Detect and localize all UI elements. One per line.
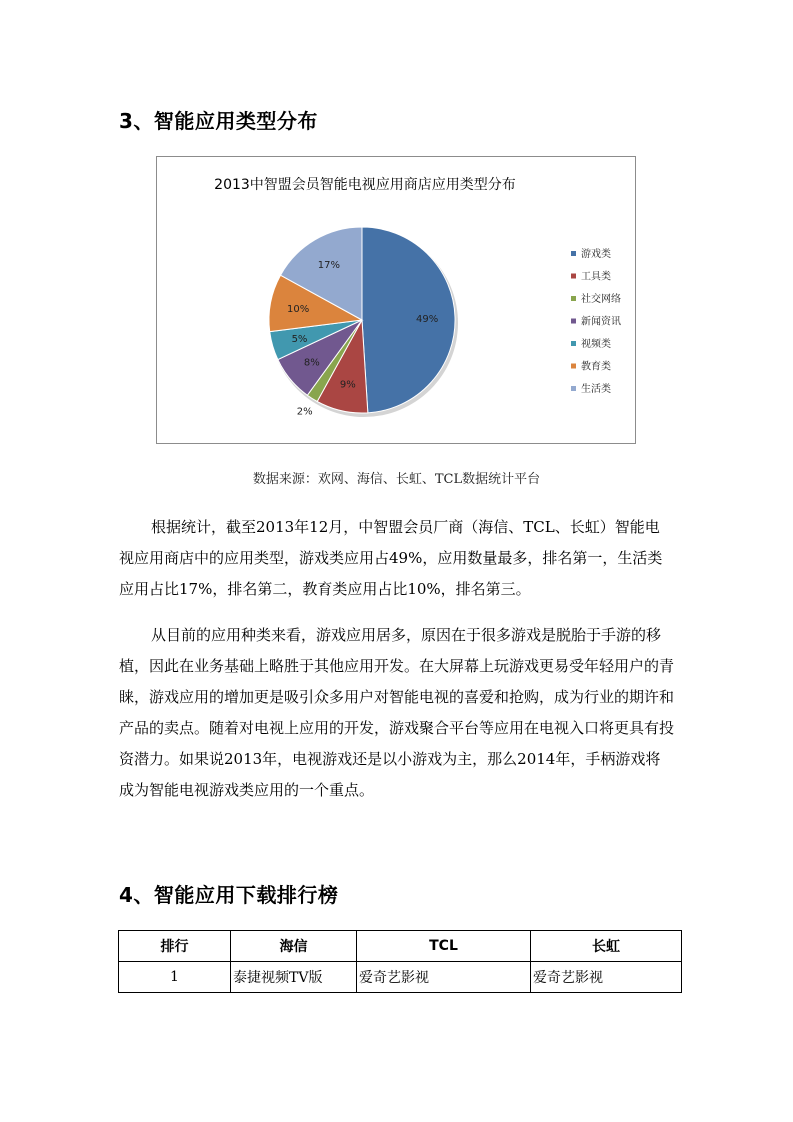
- pie-slice-0: [362, 227, 455, 413]
- cell-hisense: 泰捷视频TV版: [231, 962, 357, 993]
- legend-label-4: 视频类: [581, 339, 611, 350]
- cell-tcl: 爱奇艺影视: [357, 962, 531, 993]
- legend-swatch-1: [571, 274, 576, 279]
- pie-label-1: 9%: [339, 379, 356, 391]
- section-3-heading: 3、智能应用类型分布: [119, 109, 318, 133]
- pie-chart: [156, 156, 636, 444]
- header-tcl: TCL: [357, 931, 531, 962]
- paragraph-2: 从目前的应用种类来看，游戏应用居多，原因在于很多游戏是脱胎于手游的移植，因此在业务基础上略胜于其他应用开发。在大屏幕上玩游戏更易受年轻用户的青睐，游戏应用的增加更是吸引众多用户对智能电视的喜爱和抢购，成为行业的期许和产品的卖点。随着对电视上应用的开发，游戏聚合平台等应用在电视入口将更具有投资潜力。如果说2013年，电视游戏还是以小游戏为主，那么2014年，手柄游戏将成为智能电视游戏类应用的一个重点。: [119, 626, 675, 799]
- legend-label-0: 游戏类: [581, 249, 611, 260]
- legend-swatch-0: [571, 251, 576, 256]
- pie-label-2: 2%: [296, 406, 313, 418]
- pie-label-0: 49%: [415, 314, 439, 325]
- pie-label-6: 17%: [317, 260, 341, 271]
- legend-label-3: 新闻资讯: [581, 316, 621, 328]
- legend-swatch-6: [571, 386, 576, 391]
- source-note: 数据来源：欢网、海信、长虹、TCL数据统计平台: [252, 472, 541, 487]
- paragraph-1: 根据统计，截至2013年12月，中智盟会员厂商（海信、TCL、长虹）智能电视应用商店中的应用类型，游戏类应用占49%，应用数量最多，排名第一，生活类应用占比17%，排名第二，教育类应用占比10%，排名第三。: [119, 518, 663, 598]
- legend-swatch-2: [571, 296, 576, 301]
- legend-swatch-4: [571, 341, 576, 346]
- cell-changhong: 爱奇艺影视: [531, 962, 682, 993]
- legend-label-2: 社交网络: [581, 294, 621, 305]
- legend-swatch-3: [571, 319, 576, 324]
- download-ranking-table: [118, 930, 682, 993]
- header-changhong: 长虹: [531, 931, 682, 962]
- pie-chart-svg: [157, 157, 637, 445]
- pie-label-4: 5%: [291, 334, 308, 346]
- cell-rank: 1: [119, 962, 231, 993]
- legend-swatch-5: [571, 364, 576, 369]
- section-4-heading: 4、智能应用下载排行榜: [119, 883, 339, 907]
- pie-label-3: 8%: [303, 357, 320, 369]
- table-header-row: [119, 931, 682, 962]
- table-row: [119, 962, 682, 993]
- header-rank: 排行: [119, 931, 231, 962]
- legend-label-1: 工具类: [581, 271, 611, 283]
- legend-label-6: 生活类: [581, 384, 611, 395]
- header-hisense: 海信: [231, 931, 357, 962]
- legend-label-5: 教育类: [581, 361, 611, 373]
- chart-title: 2013中智盟会员智能电视应用商店应用类型分布: [214, 177, 516, 193]
- pie-label-5: 10%: [286, 303, 310, 315]
